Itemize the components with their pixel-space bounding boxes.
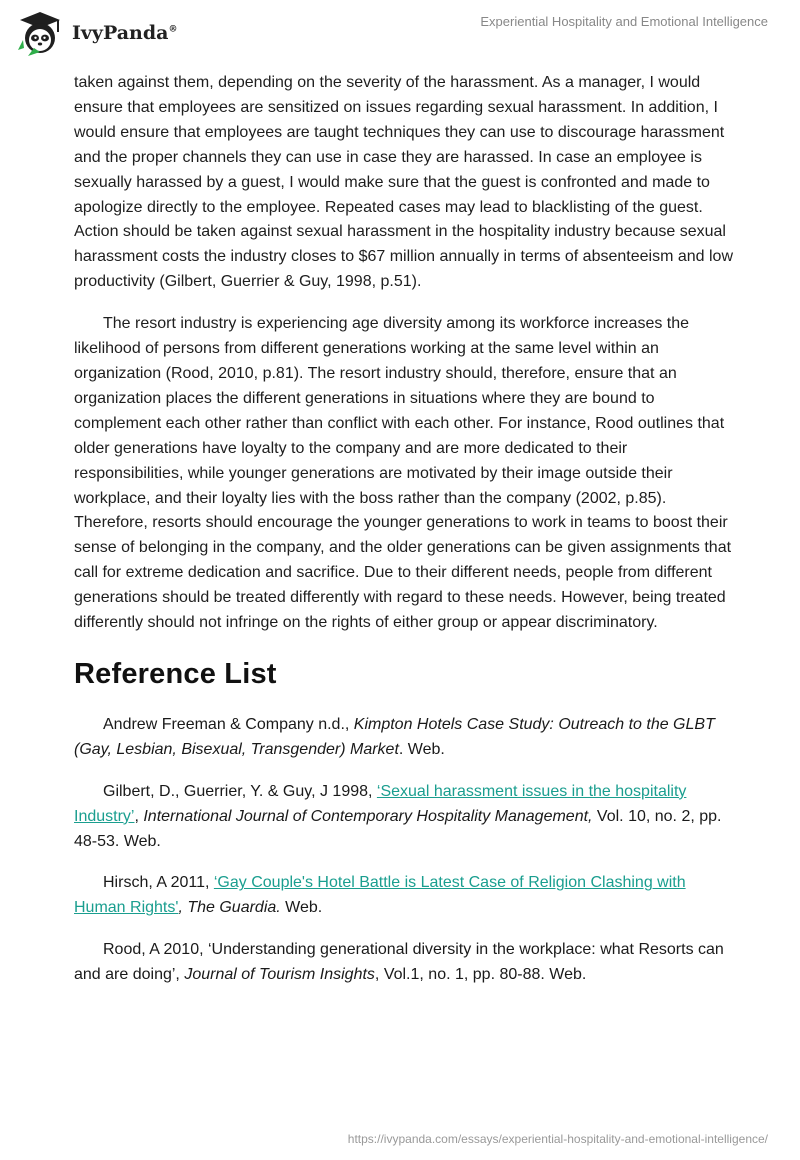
reference-item: Gilbert, D., Guerrier, Y. & Guy, J 1998, ‘Sexual harassment issues in the hospitality Industry’, International Journal of Contemporary Hospitality Management, Vol. 10, no. 2, pp. 48-53. Web. [74,782,722,850]
body-paragraph: The resort industry is experiencing age diversity among its workforce increases the likelihood of persons from different generations working at the same level within an organization (Rood, 2010, p.81). The resort industry should, therefore, ensure that an organization places the different generations in situations where they are bound to complement each other rather than conflict with each other. For instance, Rood outlines that older generations have loyalty to the company and are more dedicated to their responsibilities, while younger generations are motivated by their image outside their workplace, and their loyalty lies with the boss rather than the company (2002, p.85). Therefore, resorts should encourage the younger generations to work in teams to boost their sense of belonging in the company, and the older generations can be given assignments that call for extreme dedication and sacrifice. Due to their different needs, people from different generations should be treated differently with regard to these needs. However, being treated differently should not infringe on the rights of either group or appear discriminatory. [74,315,732,632]
reference-item: Rood, A 2010, ‘Understanding generational diversity in the workplace: what Resorts can and are doing’, Journal of Tourism Insights, Vol.1, no. 1, pp. 80-88. Web. [74,941,724,984]
page-header [0,0,800,64]
reference-link[interactable]: ‘Gay Couple's Hotel Battle is Latest Case of Religion Clashing with Human Rights' [74,874,686,917]
document-title: Experiential Hospitality and Emotional Intelligence [480,14,768,29]
ivypanda-logo[interactable] [14,8,214,58]
reference-item: Andrew Freeman & Company n.d., Kimpton Hotels Case Study: Outreach to the GLBT (Gay, Lesbian, Bisexual, Transgender) Market. Web. [74,715,715,758]
document-body [74,71,734,1005]
panda-graduate-icon [14,10,66,56]
brand-name: IvyPanda® [72,22,178,44]
body-paragraph: taken against them, depending on the severity of the harassment. As a manager, I would ensure that employees are sensitized on issues regarding sexual harassment. In addition, I would ensure that employees are taught techniques they can use to discourage harassment and the proper channels they can use in case they are harassed. In case an employee is sexually harassed by a guest, I would make sure that the guest is confronted and made to apologize directly to the employee. Repeated cases may lead to blacklisting of the guest. Action should be taken against sexual harassment in the hospitality industry because sexual harassment costs the industry closes to $67 million annually in terms of absenteeism and low productivity (Gilbert, Guerrier & Guy, 1998, p.51). [74,74,733,291]
reference-item: Hirsch, A 2011, ‘Gay Couple's Hotel Battle is Latest Case of Religion Clashing with Human Rights', The Guardia. Web. [74,874,686,917]
reference-list-heading: Reference List [74,657,277,690]
source-url[interactable]: https://ivypanda.com/essays/experiential-hospitality-and-emotional-intelligence/ [347,1132,768,1146]
reference-link[interactable]: ‘Sexual harassment issues in the hospitality Industry’ [74,782,687,825]
